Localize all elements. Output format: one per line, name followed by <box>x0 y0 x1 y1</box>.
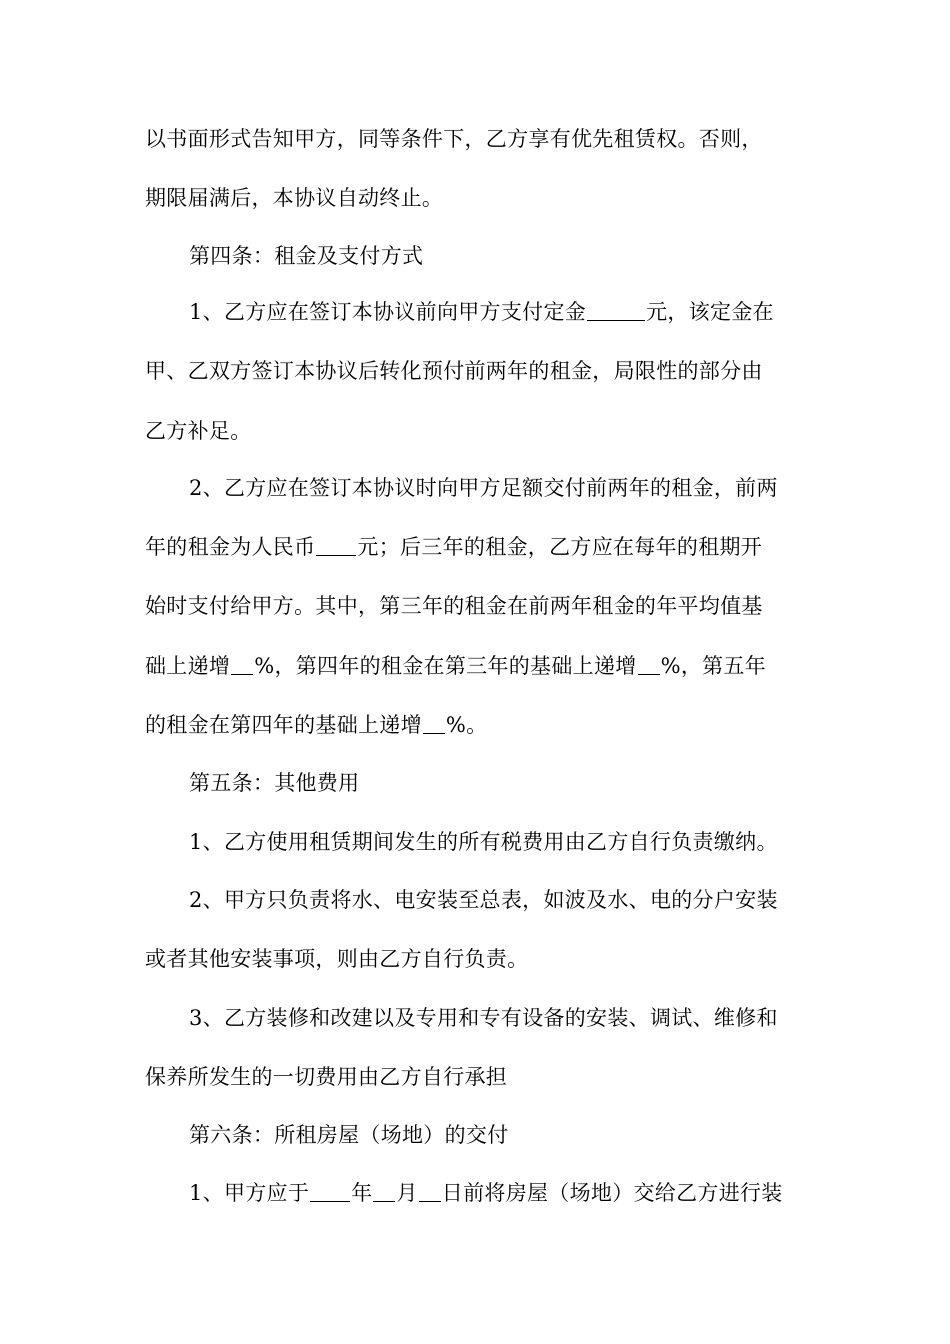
fill-in-blank[interactable] <box>373 1180 395 1202</box>
text-line <box>145 591 810 621</box>
text-segment: 1、乙方使用租赁期间发生的所有税费用由乙方自行负责缴纳。 <box>189 830 778 854</box>
fill-in-blank[interactable] <box>587 299 645 321</box>
text-line <box>145 944 810 974</box>
fill-in-blank[interactable] <box>316 534 356 556</box>
text-segment: 1、甲方应于 <box>189 1181 310 1205</box>
section-heading-article-4 <box>189 241 810 271</box>
text-segment: 元；后三年的租金，乙方应在每年的租期开 <box>357 535 763 559</box>
text-segment: 2、甲方只负责将水、电安装至总表，如波及水、电的分户安装 <box>189 888 778 912</box>
fill-in-blank[interactable] <box>638 653 660 675</box>
fill-in-blank[interactable] <box>310 1180 350 1202</box>
text-segment: 日前将房屋（场地）交给乙方进行装 <box>441 1181 783 1205</box>
text-line <box>189 297 810 327</box>
text-line <box>145 183 810 213</box>
text-segment: 的租金在第四年的基础上递增 <box>145 713 422 737</box>
text-line <box>189 1003 810 1033</box>
text-segment: 保养所发生的一切费用由乙方自行承担 <box>145 1065 508 1089</box>
text-segment: 第六条：所租房屋（场地）的交付 <box>189 1123 509 1147</box>
text-line <box>145 532 810 562</box>
text-line <box>145 651 810 681</box>
text-line <box>189 473 810 503</box>
text-segment: 1、乙方应在签订本协议前向甲方支付定金 <box>189 300 587 324</box>
text-segment: 月 <box>396 1181 418 1205</box>
text-segment: 2、乙方应在签订本协议时向甲方足额交付前两年的租金，前两 <box>189 476 778 500</box>
text-line <box>189 885 810 915</box>
text-segment: 甲、乙双方签订本协议后转化预付前两年的租金，局限性的部分由 <box>145 359 763 383</box>
text-segment: 年的租金为人民币 <box>145 535 316 559</box>
section-heading-article-6 <box>189 1120 810 1150</box>
text-segment: 始时支付给甲方。其中，第三年的租金在前两年租金的年平均值基 <box>145 594 763 618</box>
text-line <box>145 416 810 446</box>
text-segment: 年 <box>351 1181 373 1205</box>
text-segment: 第四条：租金及支付方式 <box>189 244 424 268</box>
fill-in-blank[interactable] <box>231 653 253 675</box>
fill-in-blank[interactable] <box>423 712 445 734</box>
text-segment: 或者其他安装事项，则由乙方自行负责。 <box>145 947 529 971</box>
text-segment: 以书面形式告知甲方，同等条件下，乙方享有优先租赁权。否则， <box>145 127 763 151</box>
text-segment: 元，该定金在 <box>646 300 774 324</box>
fill-in-blank[interactable] <box>419 1180 441 1202</box>
text-segment: %，第五年 <box>660 654 767 678</box>
text-segment: 第五条：其他费用 <box>189 771 360 795</box>
text-line <box>145 124 810 154</box>
text-line <box>189 1178 810 1208</box>
section-heading-article-5 <box>189 768 810 798</box>
text-segment: 乙方补足。 <box>145 419 252 443</box>
text-line <box>189 827 810 857</box>
text-line <box>145 1062 810 1092</box>
text-segment: 3、乙方装修和改建以及专用和专有设备的安装、调试、维修和 <box>189 1006 778 1030</box>
text-segment: 期限届满后，本协议自动终止。 <box>145 186 444 210</box>
text-line <box>145 710 810 740</box>
text-segment: %。 <box>445 713 488 737</box>
text-segment: %，第四年的租金在第三年的基础上递增 <box>254 654 637 678</box>
text-segment: 础上递增 <box>145 654 231 678</box>
text-line <box>145 356 810 386</box>
